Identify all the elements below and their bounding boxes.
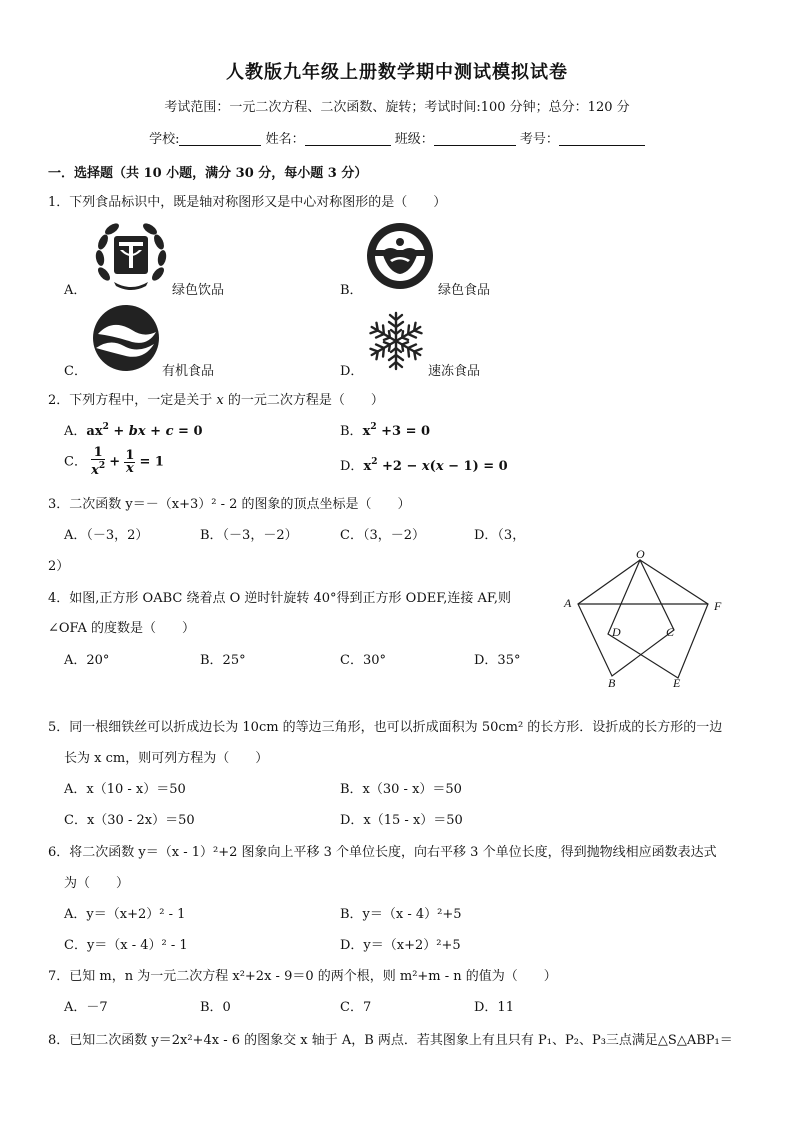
- label-o: O: [636, 550, 645, 561]
- q3-stem: 3．二次函数 y＝－（x+3）² - 2 的图象的顶点坐标是（ ）: [48, 497, 411, 512]
- q1-option-a-letter: A．: [64, 283, 87, 298]
- label-d: D: [612, 625, 621, 639]
- q5-option-a[interactable]: A．x（10 - x）＝50: [64, 782, 186, 797]
- q3-option-b[interactable]: B．（－3，－2）: [200, 528, 298, 543]
- q6-line1: 6．将二次函数 y＝（x - 1）²+2 图象向上平移 3 个单位长度，向右平移 3 个单位长度，得到抛物线相应函数表达式: [48, 845, 717, 860]
- school-blank[interactable]: [179, 131, 261, 146]
- label-f: F: [714, 599, 722, 613]
- student-fields: [0, 128, 794, 147]
- q1-option-b-caption: 绿色食品: [438, 283, 491, 298]
- label-e: E: [673, 676, 681, 690]
- q6-option-b[interactable]: B．y＝（x - 4）²+5: [340, 907, 462, 922]
- name-label: 姓名：: [265, 132, 305, 147]
- q3-option-a[interactable]: A．（－3，2）: [64, 528, 149, 543]
- q2-stem: 2．下列方程中，一定是关于 x 的一元二次方程是（ ）: [48, 393, 384, 408]
- q3-option-d[interactable]: D．（3，: [474, 528, 526, 543]
- q6-option-d[interactable]: D．y＝（x+2）²+5: [340, 938, 461, 953]
- label-b: B: [608, 676, 616, 690]
- green-drink-logo-icon: [92, 218, 170, 294]
- q1-option-c-caption: 有机食品: [162, 364, 215, 379]
- q7-option-c[interactable]: C．7: [340, 1000, 372, 1015]
- q6-option-c[interactable]: C．y＝（x - 4）² - 1: [64, 938, 188, 953]
- q7-stem: 7．已知 m，n 为一元二次方程 x²+2x - 9＝0 的两个根，则 m²+m - n 的值为（ ）: [48, 969, 557, 984]
- q5-option-d[interactable]: D．x（15 - x）＝50: [340, 813, 463, 828]
- q5-line2: 长为 x cm，则可列方程为（ ）: [64, 751, 269, 766]
- q7-option-d[interactable]: D．11: [474, 1000, 514, 1015]
- q1-option-a-caption: 绿色饮品: [172, 283, 225, 298]
- q3-option-d-continued: 2）: [48, 559, 70, 574]
- q1-option-c-letter: C．: [64, 364, 87, 379]
- number-label: 考号：: [519, 132, 559, 147]
- name-blank[interactable]: [305, 131, 391, 146]
- q4-option-c[interactable]: C．30°: [340, 653, 386, 668]
- class-blank[interactable]: [434, 131, 516, 146]
- page-title: 人教版九年级上册数学期中测试模拟试卷: [226, 62, 568, 83]
- exam-info: 考试范围：一元二次方程、二次函数、旋转；考试时间:100 分钟；总分：120 分: [164, 100, 630, 115]
- q1-option-b-letter: B．: [340, 283, 363, 298]
- q5-option-b[interactable]: B．x（30 - x）＝50: [340, 782, 462, 797]
- q7-option-a[interactable]: A．－7: [64, 1000, 108, 1015]
- section-heading: 一．选择题（共 10 小题，满分 30 分，每小题 3 分）: [48, 166, 368, 181]
- q2-option-a[interactable]: A．$ax^2$ + bx + c = 0: [64, 422, 203, 439]
- number-blank[interactable]: [559, 131, 645, 146]
- q2-option-c[interactable]: C． $\frac{1}{x^2}$ + $\frac{1}{x}$ = 1: [64, 445, 164, 478]
- q4-option-b[interactable]: B．25°: [200, 653, 246, 668]
- q2-option-b[interactable]: B．$x^2 +3 = 0$: [340, 422, 431, 439]
- q8-stem: 8．已知二次函数 y＝2x²+4x - 6 的图象交 x 轴于 A，B 两点．若其图象上有且只有 P₁、P₂、P₃三点满足△S△ABP₁＝: [48, 1033, 733, 1048]
- q4-option-d[interactable]: D．35°: [474, 653, 521, 668]
- q1-stem: 1．下列食品标识中，既是轴对称图形又是中心对称图形的是（ ）: [48, 195, 447, 210]
- q1-option-d-caption: 速冻食品: [428, 364, 481, 379]
- label-a: A: [564, 596, 572, 610]
- q4-line1: 4．如图,正方形 OABC 绕着点 O 逆时针旋转 40°得到正方形 ODEF,连接 AF,则: [48, 591, 512, 606]
- label-c: C: [666, 625, 675, 639]
- square-odef: [608, 560, 708, 678]
- q3-option-c[interactable]: C．（3，－2）: [340, 528, 425, 543]
- q5-line1: 5．同一根细铁丝可以折成边长为 10cm 的等边三角形，也可以折成面积为 50cm² 的长方形．设折成的长方形的一边: [48, 720, 723, 735]
- q5-option-c[interactable]: C．x（30 - 2x）＝50: [64, 813, 195, 828]
- q4-figure: [556, 550, 736, 690]
- q4-line2: ∠OFA 的度数是（ ）: [48, 621, 195, 636]
- organic-food-logo-icon: [92, 304, 160, 372]
- green-food-logo-icon: [366, 222, 434, 290]
- class-label: 班级：: [394, 132, 434, 147]
- q1-option-d-letter: D．: [340, 364, 364, 379]
- q7-option-b[interactable]: B．0: [200, 1000, 231, 1015]
- q2-option-d[interactable]: D．$x^2 +2 - x(x - 1) = 0$: [340, 457, 508, 474]
- q6-option-a[interactable]: A．y＝（x+2）² - 1: [64, 907, 186, 922]
- q6-line2: 为（ ）: [64, 876, 130, 891]
- q4-option-a[interactable]: A．20°: [64, 653, 110, 668]
- square-oabc: [578, 560, 674, 676]
- snowflake-logo-icon: [364, 310, 428, 372]
- school-label: 学校:: [149, 132, 180, 147]
